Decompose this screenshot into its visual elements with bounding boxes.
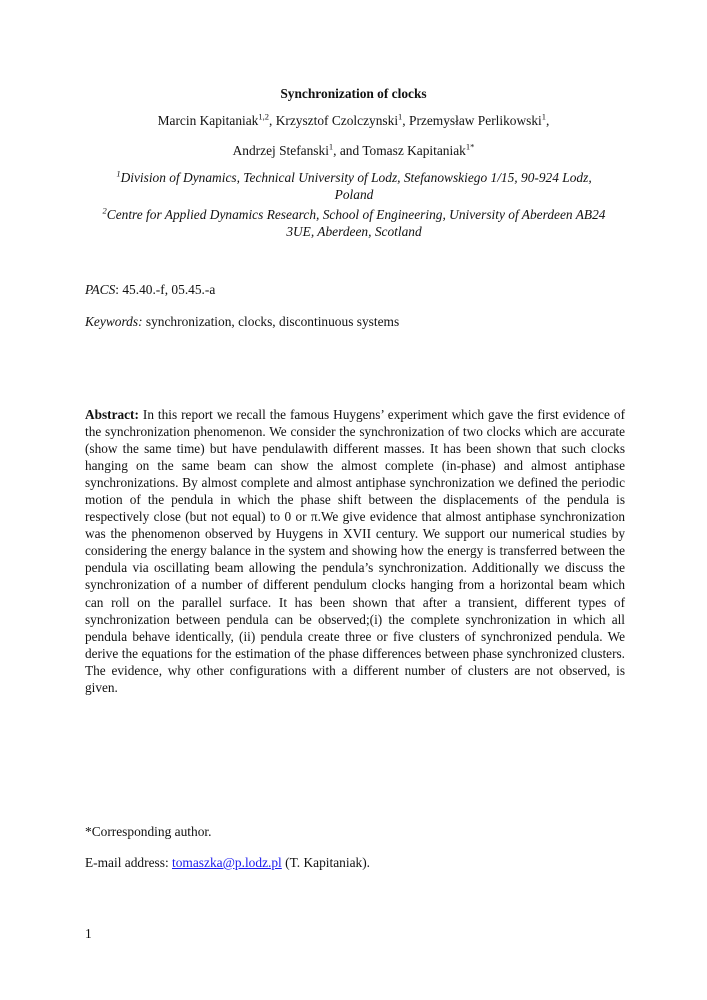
- keywords-value: synchronization, clocks, discontinuous systems: [142, 314, 400, 329]
- abstract: [85, 406, 625, 696]
- pacs-label: PACS: [85, 282, 116, 297]
- email-label: E-mail address:: [85, 855, 173, 870]
- affiliation-2: [97, 206, 611, 240]
- pacs-line: [85, 282, 215, 298]
- email-suffix: (T. Kapitaniak).: [281, 855, 371, 870]
- keywords-label: Keywords:: [85, 314, 143, 329]
- affiliation-mark: 1: [116, 168, 121, 179]
- keywords-line: [85, 314, 399, 330]
- authors-line-1: [0, 113, 707, 129]
- affiliation-1: [97, 169, 611, 203]
- affiliation-mark: 2: [102, 205, 107, 216]
- page-number: 1: [85, 926, 92, 941]
- email-link[interactable]: tomaszka@p.lodz.pl: [172, 855, 282, 870]
- author-affiliation-mark: 1: [328, 141, 334, 152]
- corresponding-author-note: *Corresponding author.: [85, 824, 212, 839]
- paper-title: Synchronization of clocks: [280, 86, 427, 101]
- abstract-label: Abstract:: [85, 407, 139, 422]
- pacs-value: : 45.40.-f, 05.45.-a: [115, 282, 216, 297]
- affiliation-text: Centre for Applied Dynamics Research, School of Engineering, University of Aberdeen AB24 3UE, Aberdeen, Scotland: [106, 207, 606, 239]
- author-name: Marcin Kapitaniak: [157, 113, 259, 128]
- author-separator: ,: [402, 113, 409, 128]
- author-name: Przemysław Perlikowski: [409, 113, 542, 128]
- author-affiliation-mark: 1,2: [258, 111, 269, 122]
- author-separator: , and: [333, 143, 363, 158]
- author-name: Tomasz Kapitaniak: [362, 143, 466, 158]
- author-separator: ,: [546, 113, 550, 128]
- author-name: Krzysztof Czolczynski: [275, 113, 399, 128]
- author-separator: ,: [269, 113, 276, 128]
- authors-line-2: [0, 143, 707, 159]
- email-line: [85, 855, 370, 871]
- abstract-text: In this report we recall the famous Huygens’ experiment which gave the first evidence of the synchronization phenomenon. We consider the synchronization of two clocks which are accurate (show the same time) but have pendulawith different masses. It has been shown that such clocks hanging on the same beam can show the almost complete (in-phase) and almost antiphase synchronizations. By almost complete and almost antiphase synchronization we defined the periodic motion of the pendula in which the phase shift between the displacements of the pendula is respectively close (but not equal) to 0 or π.We give evidence that almost antiphase synchronization was the phenomenon observed by Huygens in XVII century. We support our numerical studies by considering the energy balance in the system and showing how the energy is transferred between the pendula via oscillating beam allowing the pendula’s synchronization. Additionally we discuss the synchronization of a number of different pendulum clocks hanging from a horizontal beam which can roll on the parallel surface. It has been shown that after a transient, different types of synchronization between pendula can be observed;(i) the complete synchronization in which all pendula behave identically, (ii) pendula create three or five clusters of synchronized pendula. We derive the equations for the estimation of the phase differences between phase synchronized clusters. The evidence, why other configurations with a different number of clusters are not observed, is given.: [85, 407, 625, 695]
- author-name: Andrzej Stefanski: [232, 143, 329, 158]
- affiliation-text: Division of Dynamics, Technical University of Lodz, Stefanowskiego 1/15, 90-924 Lodz, Poland: [120, 170, 592, 202]
- author-affiliation-mark: 1: [398, 111, 403, 122]
- author-affiliation-mark: 1: [541, 111, 547, 122]
- author-affiliation-mark: 1*: [465, 141, 475, 152]
